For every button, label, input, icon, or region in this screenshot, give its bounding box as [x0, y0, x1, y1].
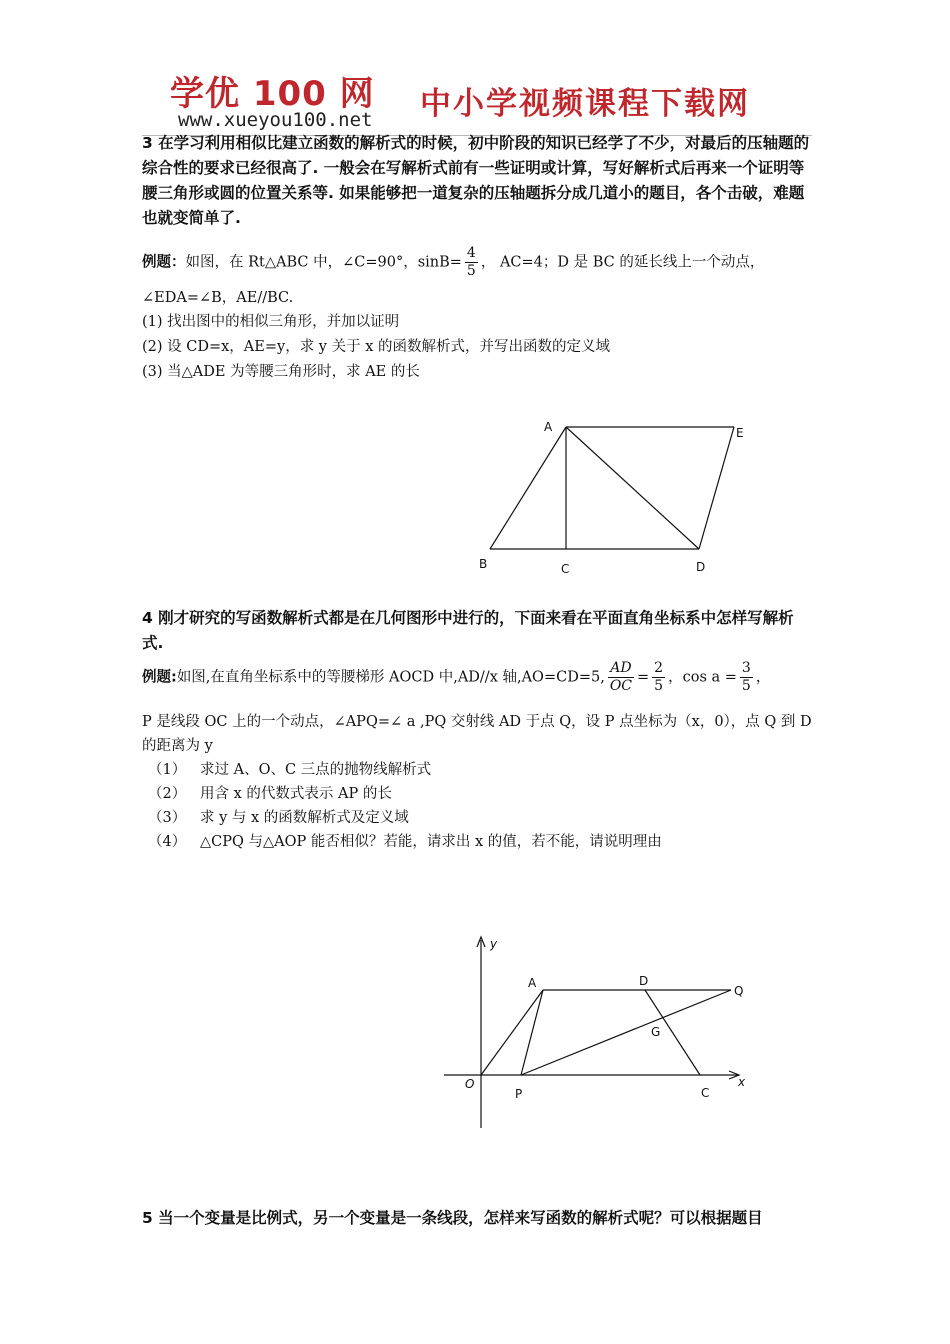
segment-ED [699, 427, 734, 549]
sinB-denominator: 5 [466, 263, 476, 279]
label-Q: Q [734, 984, 744, 998]
site-logo-brand: 学优 100 网 [170, 74, 375, 114]
label-y: y [490, 937, 498, 951]
segment-AD [566, 427, 699, 549]
label-E: E [736, 426, 744, 440]
trailing-comma: ， [755, 669, 771, 686]
section-3-question-1: (1) 找出图中的相似三角形，并加以证明 [142, 314, 400, 330]
ratio-numerator: AD [608, 660, 634, 678]
example-label: 例题： [142, 254, 186, 271]
section-3-example-line-1 [142, 245, 764, 280]
cos-text: ，cos a = [668, 669, 737, 686]
fraction-two-fifths [652, 660, 665, 695]
section-4-example-line-3: 的距离为 y [142, 738, 213, 754]
example-label: 例题: [142, 669, 177, 686]
label-C: C [561, 562, 570, 576]
label-x: x [738, 1075, 746, 1089]
question-number: （4） [148, 834, 187, 850]
question-number: （3） [148, 810, 187, 826]
label-C: C [701, 1086, 710, 1100]
section-3-question-2: (2) 设 CD=x，AE=y，求 y 关于 x 的函数解析式，并写出函数的定义域 [142, 339, 611, 355]
example-text-a: 如图，在 Rt△ABC 中，∠C=90°，sinB= [185, 254, 462, 271]
ratio-fraction [608, 660, 634, 695]
section-4-example-line-1 [142, 660, 770, 695]
question-number: （2） [148, 786, 187, 802]
segment-PQ [521, 990, 731, 1075]
question-text: 求过 A、O、C 三点的抛物线解析式 [200, 762, 432, 778]
label-A: A [544, 420, 553, 434]
segment-OA [481, 990, 543, 1075]
section-4-question-2 [148, 782, 392, 803]
section-4-question-1 [148, 758, 431, 779]
figure-2-coordinate-geometry [438, 928, 758, 1138]
example-text-b: ， AC=4；D 是 BC 的延长线上一个动点， [480, 254, 765, 271]
section-5-intro: 5 当一个变量是比例式，另一个变量是一条线段，怎样来写函数的解析式呢？可以根据题目 [142, 1209, 763, 1227]
fraction-2-denominator: 5 [741, 678, 751, 694]
example-text-a: 如图,在直角坐标系中的等腰梯形 AOCD 中,AD//x 轴,AO=CD=5, [176, 669, 605, 686]
section-4-intro: 4 刚才研究的写函数解析式都是在几何图形中进行的，下面来看在平面直角坐标系中怎样写解析式. [142, 609, 794, 652]
figure-1-geometry [470, 415, 760, 585]
label-O: O [465, 1077, 475, 1091]
ratio-denominator: OC [609, 678, 633, 694]
question-text: △CPQ 与△AOP 能否相似？若能，请求出 x 的值，若不能，请说明理由 [200, 834, 662, 850]
section-3-example-line-2: ∠EDA=∠B，AE//BC. [142, 290, 294, 306]
question-number: （1） [148, 762, 187, 778]
equals-sign: = [637, 669, 650, 686]
question-text: 求 y 与 x 的函数解析式及定义域 [200, 810, 409, 826]
label-G: G [651, 1025, 661, 1039]
label-D: D [696, 560, 706, 574]
site-slogan: 中小学视频课程下载网 [420, 86, 750, 122]
section-3-intro: 3 在学习利用相似比建立函数的解析式的时候，初中阶段的知识已经学了不少，对最后的压轴题的综合性的要求已经很高了. 一般会在写解析式前有一些证明或计算，写好解析式后再来一个证明等腰三角形或圆的位置关系等. 如果能够把一道复杂的压轴题拆分成几道小的题目，各个击破，难题也就变简单了. [142, 134, 810, 227]
sinB-fraction [465, 245, 478, 280]
fraction-1-numerator: 2 [654, 660, 664, 676]
label-B: B [479, 557, 488, 571]
fraction-1-denominator: 5 [654, 678, 664, 694]
site-url: www.xueyou100.net [178, 109, 373, 131]
segment-AB [490, 427, 566, 549]
label-P: P [515, 1087, 523, 1101]
fraction-three-fifths [740, 660, 753, 695]
fraction-2-numerator: 3 [741, 660, 751, 676]
section-4-question-3 [148, 806, 409, 827]
segment-AP [521, 990, 543, 1075]
label-A: A [528, 976, 537, 990]
section-4-example-line-2: P 是线段 OC 上的一个动点，∠APQ=∠ a ,PQ 交射线 AD 于点 Q，设 P 点坐标为（x，0），点 Q 到 D [142, 714, 812, 730]
section-4-question-4 [148, 830, 662, 851]
question-text: 用含 x 的代数式表示 AP 的长 [200, 786, 392, 802]
sinB-numerator: 4 [466, 245, 476, 261]
label-D: D [639, 974, 649, 988]
section-3-question-3: (3) 当△ADE 为等腰三角形时，求 AE 的长 [142, 364, 420, 380]
